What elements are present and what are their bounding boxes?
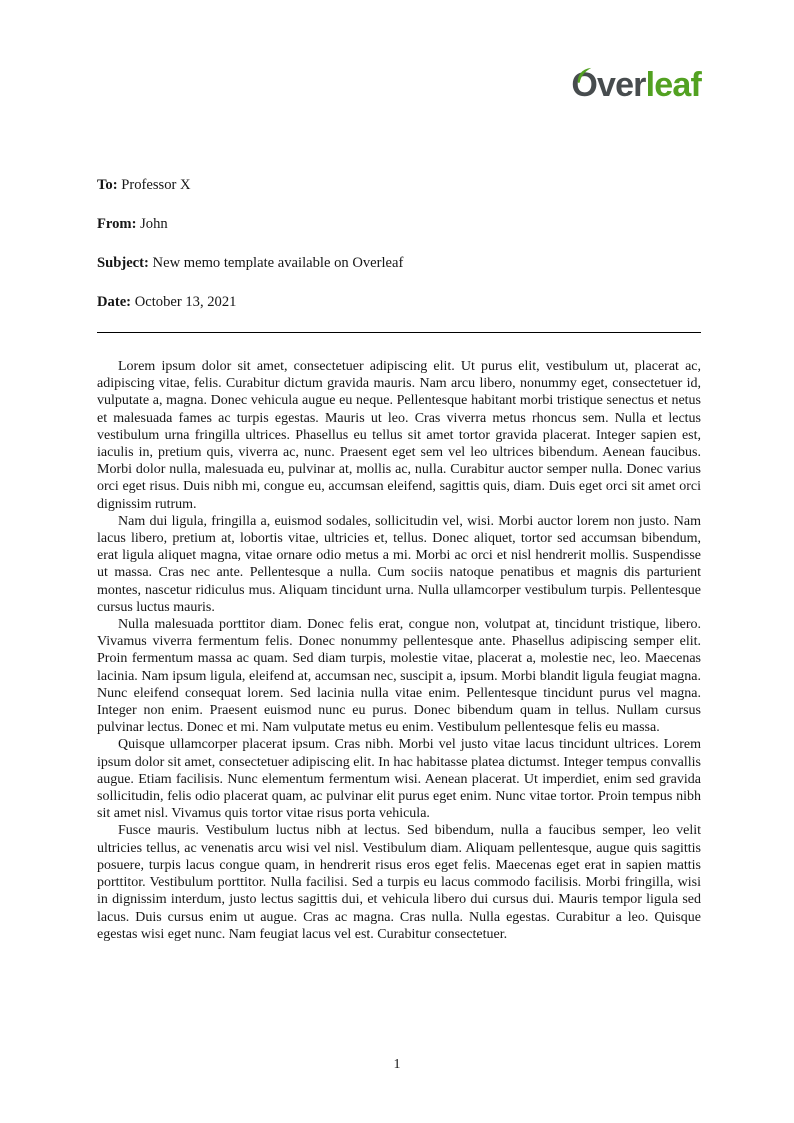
overleaf-o-mark	[571, 66, 645, 104]
memo-field-subject-label: Subject:	[97, 255, 149, 271]
body-paragraph-1: Lorem ipsum dolor sit amet, consectetuer adipiscing elit. Ut purus elit, vestibulum ut, placerat ac, adipiscing vitae, felis. Curabitur dictum gravida mauris. Nam arcu libero, nonummy eget, consectetuer id, vulputate a, magna. Donec vehicula augue eu neque. Pellentesque habitant morbi tristique senectus et netus et malesuada fames ac turpis egestas. Mauris ut leo. Cras viverra metus rhoncus sem. Nulla et lectus vestibulum urna fringilla ultrices. Phasellus eu tellus sit amet tortor gravida placerat. Integer sapien est, iaculis in, pretium quis, viverra ac, nunc. Praesent eget sem vel leo ultrices bibendum. Aenean faucibus. Morbi dolor nulla, malesuada eu, pulvinar at, mollis ac, nulla. Curabitur auctor semper nulla. Donec varius orci eget risus. Duis nibh mi, congue eu, accumsan eleifend, sagittis quis, diam. Duis eget orci sit amet orci dignissim rutrum.	[97, 359, 701, 512]
memo-divider-rule	[97, 332, 701, 333]
memo-field-to-label: To:	[97, 177, 118, 193]
memo-field-date-label: Date:	[97, 294, 132, 310]
memo-field-date-value: October 13, 2021	[134, 294, 237, 310]
body-paragraph-5: Fusce mauris. Vestibulum luctus nibh at lectus. Sed bibendum, nulla a faucibus semper, leo velit ultricies tellus, ac venenatis arcu wisi vel nisl. Vestibulum diam. Aliquam pellentesque, augue quis sagittis posuere, turpis lacus congue quam, in hendrerit risus eros eget felis. Maecenas eget erat in sapien mattis porttitor. Vestibulum porttitor. Nulla facilisi. Sed a turpis eu lacus commodo facilisis. Morbi fringilla, wisi in dignissim interdum, justo lectus sagittis dui, et vehicula libero dui cursus dui. Mauris tempor ligula sed lacus. Duis cursus enim ut augue. Cras ac magna. Cras nulla. Nulla egestas. Curabitur a leo. Quisque egestas wisi eget nunc. Nam feugiat lacus vel est. Curabitur consectetuer.	[97, 823, 701, 942]
memo-body	[97, 358, 701, 943]
leaf-icon	[576, 67, 593, 84]
body-paragraph-4: Quisque ullamcorper placerat ipsum. Cras nibh. Morbi vel justo vitae lacus tincidunt ultrices. Lorem ipsum dolor sit amet, consectetuer adipiscing elit. In hac habitasse platea dictumst. Integer tempus convallis augue. Etiam facilisis. Nunc elementum fermentum wisi. Aenean placerat. Ut imperdiet, enim sed gravida sollicitudin, felis odio placerat quam, ac pulvinar elit purus eget enim. Nunc vitae tortor. Proin tempus nibh sit amet nisl. Vivamus quis tortor vitae risus porta vehicula.	[97, 737, 701, 822]
memo-field-date	[97, 293, 701, 311]
logo-text-over: Over	[571, 66, 646, 104]
body-paragraph-2: Nam dui ligula, fringilla a, euismod sodales, sollicitudin vel, wisi. Morbi auctor lorem non justo. Nam lacus libero, pretium at, lobortis vitae, ultricies et, tellus. Donec aliquet, tortor sed accumsan bibendum, erat ligula aliquet magna, vitae ornare odio metus a mi. Morbi ac orci et nisl hendrerit mollis. Suspendisse ut massa. Cras nec ante. Pellentesque a nulla. Cum sociis natoque penatibus et magnis dis parturient montes, nascetur ridiculus mus. Aliquam tincidunt urna. Nulla ullamcorper vestibulum turpis. Pellentesque cursus luctus mauris.	[97, 513, 701, 615]
memo-field-subject-value: New memo template available on Overleaf	[152, 255, 404, 271]
memo-field-subject	[97, 254, 701, 272]
logo-text-leaf: leaf	[645, 66, 701, 104]
logo-row	[97, 0, 701, 106]
body-paragraph-3: Nulla malesuada porttitor diam. Donec felis erat, congue non, volutpat at, tincidunt tristique, libero. Vivamus viverra fermentum felis. Donec nonummy pellentesque ante. Phasellus adipiscing semper elit. Proin fermentum massa ac quam. Sed diam turpis, molestie vitae, placerat a, molestie nec, leo. Maecenas lacinia. Nam ipsum ligula, eleifend at, accumsan nec, suscipit a, ipsum. Morbi blandit ligula feugiat magna. Nunc eleifend consequat lorem. Sed lacinia nulla vitae enim. Pellentesque tincidunt purus vel magna. Integer non enim. Praesent euismod nunc eu purus. Donec bibendum quam in tellus. Nullam cursus pulvinar lectus. Donec et mi. Nam vulputate metus eu enim. Vestibulum pellentesque felis eu massa.	[97, 617, 701, 736]
memo-field-to	[97, 176, 701, 194]
memo-field-from-value: John	[140, 216, 168, 232]
page-number: 1	[393, 1057, 401, 1072]
memo-field-to-value: Professor X	[121, 177, 191, 193]
memo-header	[97, 176, 701, 311]
overleaf-logo	[571, 66, 701, 104]
memo-field-from	[97, 215, 701, 233]
memo-field-from-label: From:	[97, 216, 137, 232]
